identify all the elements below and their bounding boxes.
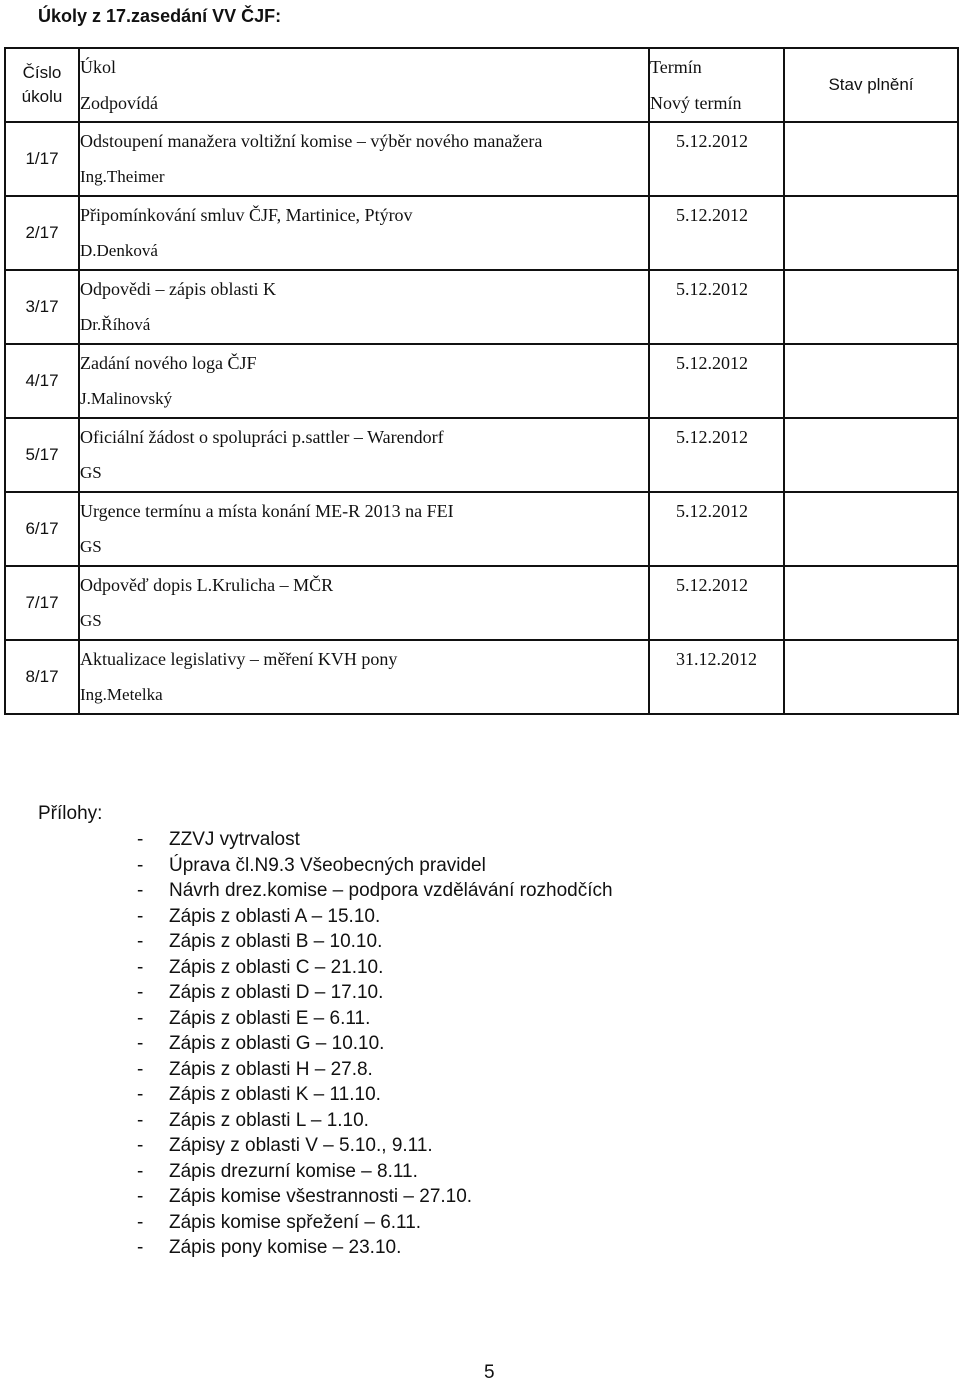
task-cell — [79, 640, 649, 714]
task-deadline: 5.12.2012 — [676, 353, 748, 373]
list-item — [137, 1210, 613, 1236]
attachment-label: Zápis z oblasti L – 1.10. — [169, 1109, 369, 1131]
list-bullet: - — [137, 956, 144, 978]
task-cell — [79, 418, 649, 492]
list-item — [137, 878, 613, 904]
list-item — [137, 929, 613, 955]
deadline-cell — [649, 270, 784, 344]
list-item — [137, 1159, 613, 1185]
list-bullet: - — [137, 880, 144, 901]
task-responsible: GS — [80, 537, 102, 556]
list-item — [137, 1235, 613, 1261]
task-deadline: 5.12.2012 — [676, 427, 748, 447]
attachment-label: Zápis z oblasti K – 11.10. — [169, 1084, 381, 1105]
list-item — [137, 1057, 613, 1083]
list-item — [137, 853, 613, 879]
list-bullet: - — [137, 1007, 144, 1029]
table-row — [5, 344, 958, 418]
table-row — [5, 196, 958, 270]
task-new-deadline — [650, 233, 783, 269]
task-new-deadline — [650, 603, 783, 639]
tasks-table — [4, 47, 959, 715]
list-bullet: - — [137, 1211, 144, 1233]
table-row — [5, 640, 958, 714]
task-number: 3/17 — [5, 270, 79, 344]
table-row — [5, 418, 958, 492]
task-responsible: D.Denková — [80, 241, 158, 260]
status-cell — [784, 344, 958, 418]
task-deadline: 5.12.2012 — [676, 131, 748, 151]
task-description: Urgence termínu a místa konání ME-R 2013 na FEI — [80, 501, 454, 521]
table-row — [5, 270, 958, 344]
list-item — [137, 980, 613, 1006]
header-number: Číslo úkolu — [5, 48, 79, 122]
list-bullet: - — [137, 1058, 144, 1080]
attachments-list — [137, 827, 613, 1261]
list-bullet: - — [137, 1186, 144, 1207]
list-bullet: - — [137, 982, 144, 1003]
task-new-deadline — [650, 529, 783, 565]
list-bullet: - — [137, 1109, 144, 1131]
list-bullet: - — [137, 1135, 144, 1156]
attachment-label: Zápis drezurní komise – 8.11. — [169, 1160, 418, 1182]
list-item — [137, 1108, 613, 1134]
task-deadline: 5.12.2012 — [676, 575, 748, 595]
list-bullet: - — [137, 1160, 144, 1182]
list-item — [137, 1031, 613, 1057]
list-item — [137, 1184, 613, 1210]
list-bullet: - — [137, 905, 144, 927]
status-cell — [784, 566, 958, 640]
task-number: 5/17 — [5, 418, 79, 492]
table-row — [5, 122, 958, 196]
attachment-label: ZZVJ vytrvalost — [169, 829, 300, 850]
attachment-label: Zápis komise spřežení – 6.11. — [169, 1211, 422, 1233]
task-deadline: 31.12.2012 — [676, 649, 757, 669]
header-status: Stav plnění — [784, 48, 958, 122]
deadline-cell — [649, 196, 784, 270]
attachment-label: Úprava čl.N9.3 Všeobecných pravidel — [169, 854, 486, 876]
task-number: 1/17 — [5, 122, 79, 196]
task-deadline: 5.12.2012 — [676, 279, 748, 299]
task-description: Aktualizace legislativy – měření KVH pony — [80, 649, 398, 669]
header-task-label: Úkol — [80, 57, 116, 77]
deadline-cell — [649, 566, 784, 640]
task-number: 2/17 — [5, 196, 79, 270]
list-bullet: - — [137, 829, 144, 850]
attachment-label: Zápis z oblasti G – 10.10. — [169, 1033, 385, 1054]
header-deadline-label: Termín — [650, 57, 702, 77]
list-item — [137, 1082, 613, 1108]
task-description: Připomínkování smluv ČJF, Martinice, Ptýrov — [80, 205, 413, 225]
attachment-label: Zápis z oblasti E – 6.11. — [169, 1007, 371, 1029]
list-bullet: - — [137, 1033, 144, 1054]
page-title: Úkoly z 17.zasedání VV ČJF: — [38, 6, 282, 26]
deadline-cell — [649, 492, 784, 566]
status-cell — [784, 418, 958, 492]
attachments-title: Přílohy: — [38, 803, 103, 824]
task-responsible: Ing.Metelka — [80, 685, 163, 704]
header-deadline — [649, 48, 784, 122]
task-cell — [79, 196, 649, 270]
list-item — [137, 1006, 613, 1032]
attachment-label: Zápis z oblasti B – 10.10. — [169, 931, 383, 952]
task-number: 6/17 — [5, 492, 79, 566]
task-new-deadline — [650, 381, 783, 417]
deadline-cell — [649, 122, 784, 196]
task-number: 4/17 — [5, 344, 79, 418]
task-description: Odpovědi – zápis oblasti K — [80, 279, 276, 299]
attachment-label: Zápis z oblasti A – 15.10. — [169, 905, 381, 927]
task-cell — [79, 566, 649, 640]
task-cell — [79, 270, 649, 344]
attachment-label: Zápisy z oblasti V – 5.10., 9.11. — [169, 1135, 433, 1156]
table-header-row — [5, 48, 958, 122]
task-new-deadline — [650, 159, 783, 195]
deadline-cell — [649, 640, 784, 714]
header-task — [79, 48, 649, 122]
table-row — [5, 492, 958, 566]
status-cell — [784, 196, 958, 270]
deadline-cell — [649, 344, 784, 418]
task-responsible: J.Malinovský — [80, 389, 173, 408]
task-number: 7/17 — [5, 566, 79, 640]
list-bullet: - — [137, 1237, 144, 1258]
task-cell — [79, 122, 649, 196]
list-bullet: - — [137, 931, 144, 952]
list-item — [137, 904, 613, 930]
page-number: 5 — [484, 1362, 495, 1383]
task-cell — [79, 344, 649, 418]
list-item — [137, 955, 613, 981]
status-cell — [784, 492, 958, 566]
attachment-label: Zápis z oblasti C – 21.10. — [169, 956, 384, 978]
task-number: 8/17 — [5, 640, 79, 714]
status-cell — [784, 640, 958, 714]
task-responsible: Ing.Theimer — [80, 167, 165, 186]
task-description: Oficiální žádost o spolupráci p.sattler – Warendorf — [80, 427, 444, 447]
deadline-cell — [649, 418, 784, 492]
task-responsible: GS — [80, 611, 102, 630]
task-new-deadline — [650, 677, 783, 713]
attachment-label: Návrh drez.komise – podpora vzdělávání rozhodčích — [169, 880, 613, 901]
task-description: Odstoupení manažera voltižní komise – výběr nového manažera — [80, 131, 543, 151]
list-bullet: - — [137, 1084, 144, 1105]
task-deadline: 5.12.2012 — [676, 501, 748, 521]
task-responsible: Dr.Říhová — [80, 315, 151, 334]
list-item — [137, 1133, 613, 1159]
attachment-label: Zápis z oblasti D – 17.10. — [169, 982, 384, 1003]
task-description: Odpověď dopis L.Krulicha – MČR — [80, 575, 334, 595]
task-new-deadline — [650, 455, 783, 491]
status-cell — [784, 270, 958, 344]
status-cell — [784, 122, 958, 196]
list-bullet: - — [137, 854, 144, 876]
list-item — [137, 827, 613, 853]
header-new-deadline-label: Nový termín — [650, 93, 742, 113]
task-cell — [79, 492, 649, 566]
header-responsible-label: Zodpovídá — [80, 93, 158, 113]
task-new-deadline — [650, 307, 783, 343]
task-responsible: GS — [80, 463, 102, 482]
task-description: Zadání nového loga ČJF — [80, 353, 257, 373]
attachment-label: Zápis pony komise – 23.10. — [169, 1237, 402, 1258]
attachment-label: Zápis komise všestrannosti – 27.10. — [169, 1186, 473, 1207]
attachment-label: Zápis z oblasti H – 27.8. — [169, 1058, 373, 1080]
task-deadline: 5.12.2012 — [676, 205, 748, 225]
table-row — [5, 566, 958, 640]
